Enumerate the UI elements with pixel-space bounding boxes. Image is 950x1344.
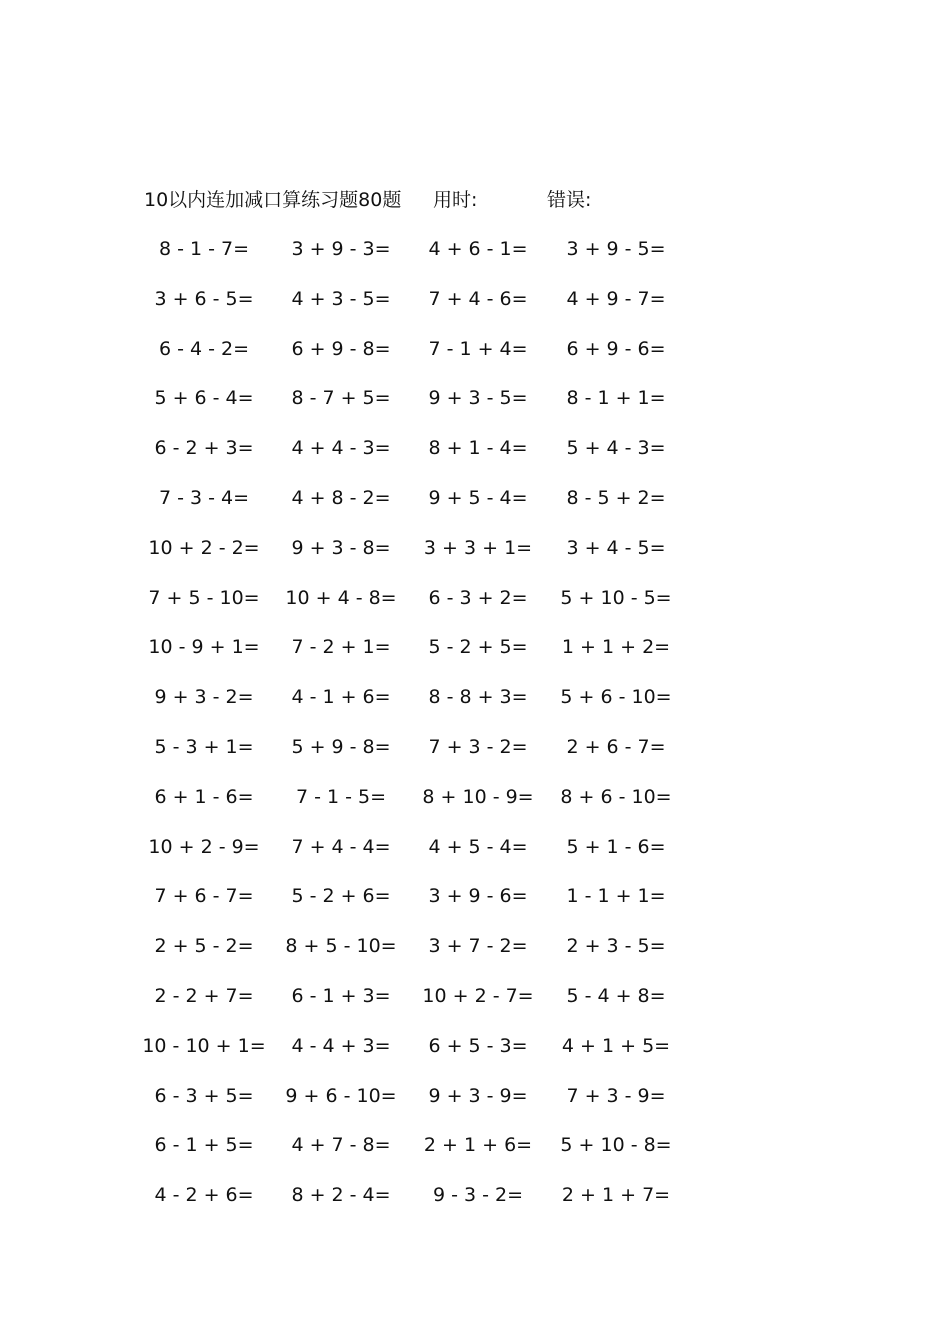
arithmetic-problem: 3 + 3 + 1= — [423, 536, 533, 559]
arithmetic-problem: 2 + 5 - 2= — [154, 935, 254, 958]
arithmetic-problem: 4 + 1 + 5= — [561, 1034, 671, 1057]
arithmetic-problem: 5 + 4 - 3= — [566, 437, 666, 460]
arithmetic-problem: 7 - 1 - 5= — [295, 785, 387, 808]
arithmetic-problem: 10 + 2 - 9= — [148, 835, 260, 858]
arithmetic-problem: 3 + 7 - 2= — [428, 935, 528, 958]
arithmetic-problem: 7 + 4 - 4= — [291, 835, 391, 858]
arithmetic-problem: 1 - 1 + 1= — [566, 885, 666, 908]
arithmetic-problem: 2 - 2 + 7= — [154, 984, 254, 1007]
arithmetic-problem: 5 + 9 - 8= — [291, 735, 391, 758]
worksheet-title: 10以内连加减口算练习题80题 — [144, 189, 402, 211]
arithmetic-problem: 3 + 4 - 5= — [566, 536, 666, 559]
arithmetic-problem: 10 - 10 + 1= — [142, 1034, 266, 1057]
problem-row — [0, 285, 950, 335]
errors-label: 错误: — [547, 189, 592, 211]
time-used-label: 用时: — [433, 189, 478, 211]
problem-row — [0, 932, 950, 982]
arithmetic-problem: 4 + 9 - 7= — [566, 287, 666, 310]
arithmetic-problem: 2 + 1 + 6= — [423, 1134, 533, 1157]
arithmetic-problem: 6 + 5 - 3= — [428, 1034, 528, 1057]
arithmetic-problem: 7 - 2 + 1= — [291, 636, 391, 659]
problem-row — [0, 833, 950, 883]
arithmetic-problem: 6 + 9 - 6= — [566, 337, 666, 360]
arithmetic-problem: 4 - 2 + 6= — [154, 1184, 254, 1207]
arithmetic-problem: 7 + 6 - 7= — [154, 885, 254, 908]
arithmetic-problem: 7 + 5 - 10= — [148, 586, 260, 609]
arithmetic-problem: 10 + 2 - 2= — [148, 536, 260, 559]
arithmetic-problem: 6 - 3 + 5= — [154, 1084, 254, 1107]
arithmetic-problem: 8 - 1 - 7= — [158, 238, 250, 260]
arithmetic-problem: 8 + 10 - 9= — [422, 785, 534, 808]
arithmetic-problem: 7 + 3 - 2= — [428, 735, 528, 758]
arithmetic-problem: 6 - 1 + 5= — [154, 1134, 254, 1157]
problem-row — [0, 882, 950, 932]
arithmetic-problem: 5 - 4 + 8= — [566, 984, 666, 1007]
problem-row — [0, 633, 950, 683]
arithmetic-problem: 6 - 4 - 2= — [158, 337, 250, 360]
arithmetic-problem: 4 - 4 + 3= — [291, 1034, 391, 1057]
arithmetic-problem: 4 + 7 - 8= — [291, 1134, 391, 1157]
arithmetic-problem: 6 - 3 + 2= — [428, 586, 528, 609]
arithmetic-problem: 5 - 2 + 5= — [428, 636, 528, 659]
problem-row — [0, 235, 950, 285]
problem-row — [0, 683, 950, 733]
arithmetic-problem: 8 + 5 - 10= — [285, 935, 397, 958]
arithmetic-problem: 10 - 9 + 1= — [148, 636, 260, 659]
arithmetic-problem: 8 + 1 - 4= — [428, 437, 528, 460]
arithmetic-problem: 10 + 4 - 8= — [285, 586, 397, 609]
arithmetic-problem: 4 + 4 - 3= — [291, 437, 391, 460]
problem-row — [0, 1181, 950, 1231]
arithmetic-problem: 4 + 6 - 1= — [428, 238, 528, 260]
arithmetic-problem: 8 - 8 + 3= — [428, 686, 528, 709]
arithmetic-problem: 5 + 10 - 8= — [560, 1134, 672, 1157]
arithmetic-problem: 5 - 3 + 1= — [154, 735, 254, 758]
arithmetic-problem: 2 + 1 + 7= — [561, 1184, 671, 1207]
problem-row — [0, 1082, 950, 1132]
problem-row — [0, 783, 950, 833]
problem-row — [0, 384, 950, 434]
arithmetic-problem: 6 + 9 - 8= — [291, 337, 391, 360]
arithmetic-problem: 4 + 5 - 4= — [428, 835, 528, 858]
problem-grid — [0, 235, 950, 1231]
arithmetic-problem: 5 + 6 - 10= — [560, 686, 672, 709]
arithmetic-problem: 2 + 6 - 7= — [566, 735, 666, 758]
arithmetic-problem: 5 + 10 - 5= — [560, 586, 672, 609]
arithmetic-problem: 9 + 3 - 9= — [428, 1084, 528, 1107]
arithmetic-problem: 5 - 2 + 6= — [291, 885, 391, 908]
problem-row — [0, 1131, 950, 1181]
arithmetic-problem: 9 + 5 - 4= — [428, 486, 528, 509]
arithmetic-problem: 8 - 5 + 2= — [566, 486, 666, 509]
arithmetic-problem: 9 + 3 - 5= — [428, 387, 528, 410]
problem-row — [0, 982, 950, 1032]
arithmetic-problem: 1 + 1 + 2= — [561, 636, 671, 659]
problem-row — [0, 534, 950, 584]
arithmetic-problem: 6 - 1 + 3= — [291, 984, 391, 1007]
arithmetic-problem: 6 - 2 + 3= — [154, 437, 254, 460]
arithmetic-problem: 7 + 3 - 9= — [566, 1084, 666, 1107]
arithmetic-problem: 8 + 6 - 10= — [560, 785, 672, 808]
arithmetic-problem: 3 + 9 - 6= — [428, 885, 528, 908]
arithmetic-problem: 3 + 9 - 5= — [566, 238, 666, 260]
arithmetic-problem: 10 + 2 - 7= — [422, 984, 534, 1007]
arithmetic-problem: 8 + 2 - 4= — [291, 1184, 391, 1207]
arithmetic-problem: 7 + 4 - 6= — [428, 287, 528, 310]
problem-row — [0, 335, 950, 385]
arithmetic-problem: 5 + 1 - 6= — [566, 835, 666, 858]
arithmetic-problem: 8 - 1 + 1= — [566, 387, 666, 410]
arithmetic-problem: 4 - 1 + 6= — [291, 686, 391, 709]
problem-row — [0, 484, 950, 534]
arithmetic-problem: 3 + 9 - 3= — [291, 238, 391, 260]
arithmetic-problem: 2 + 3 - 5= — [566, 935, 666, 958]
arithmetic-problem: 9 + 3 - 8= — [291, 536, 391, 559]
problem-row — [0, 434, 950, 484]
arithmetic-problem: 8 - 7 + 5= — [291, 387, 391, 410]
arithmetic-problem: 5 + 6 - 4= — [154, 387, 254, 410]
arithmetic-problem: 3 + 6 - 5= — [154, 287, 254, 310]
arithmetic-problem: 9 - 3 - 2= — [432, 1184, 524, 1207]
arithmetic-problem: 7 - 3 - 4= — [158, 486, 250, 509]
arithmetic-problem: 9 + 6 - 10= — [285, 1084, 397, 1107]
problem-row — [0, 733, 950, 783]
arithmetic-problem: 9 + 3 - 2= — [154, 686, 254, 709]
problem-row — [0, 1032, 950, 1082]
arithmetic-problem: 6 + 1 - 6= — [154, 785, 254, 808]
worksheet-header — [0, 186, 950, 214]
arithmetic-problem: 4 + 8 - 2= — [291, 486, 391, 509]
arithmetic-problem: 7 - 1 + 4= — [428, 337, 528, 360]
arithmetic-problem: 4 + 3 - 5= — [291, 287, 391, 310]
problem-row — [0, 584, 950, 634]
